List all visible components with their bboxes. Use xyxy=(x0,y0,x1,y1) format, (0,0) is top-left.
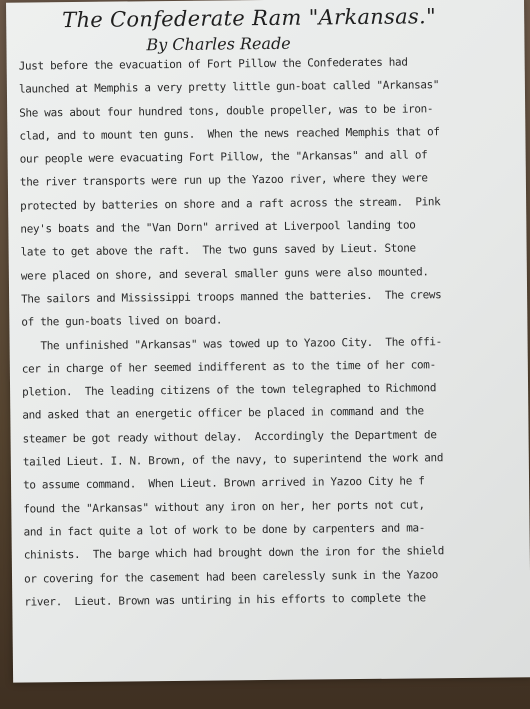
text-line: Just before the evacuation of Fort Pillow the Confederates had xyxy=(18,55,408,73)
text-line: She was about four hundred tons, double propeller, was to be iron- xyxy=(19,101,434,120)
text-line: our people were evacuating Fort Pillow, the "Arkansas" and all of xyxy=(19,148,428,166)
handwritten-author: By Charles Reade xyxy=(146,33,291,55)
text-line: were placed on shore, and several smaller guns were also mounted. xyxy=(20,264,429,283)
text-line: the river transports were run up the Yazoo river, where they were xyxy=(19,171,428,190)
text-line: or covering for the casement had been carelessly sunk in the Yazoo xyxy=(23,567,439,586)
text-line: river. Lieut. Brown was untiring in his efforts to complete the xyxy=(24,591,426,609)
text-line: launched at Memphis a very pretty little gun-boat called "Arkansas" xyxy=(18,78,440,96)
handwritten-title: The Confederate Ram "Arkansas." xyxy=(62,4,437,33)
text-line: and asked that an energetic officer be placed in command and the xyxy=(22,404,424,423)
text-line: tailed Lieut. I. N. Brown, of the navy, to superintend the work and xyxy=(22,451,444,469)
document-page xyxy=(6,0,530,683)
text-line: and in fact quite a lot of work to be done by carpenters and ma- xyxy=(23,521,426,539)
text-line: found the "Arkansas" without any iron on her, her ports not cut, xyxy=(23,497,425,516)
text-line: steamer be got ready without delay. Accordingly the Department de xyxy=(22,427,437,446)
text-line: ney's boats and the "Van Dorn" arrived at Liverpool landing too xyxy=(20,218,416,236)
text-line: pletion. The leading citizens of the town telegraphed to Richmond xyxy=(22,381,437,399)
typed-body-text xyxy=(19,49,525,613)
text-line: of the gun-boats lived on board. xyxy=(21,313,223,329)
text-line: to assume command. When Lieut. Brown arrived in Yazoo City he f xyxy=(23,474,425,492)
text-line: protected by batteries on shore and a raft across the stream. Pink xyxy=(20,194,441,213)
text-line: late to get above the raft. The two guns saved by Lieut. Stone xyxy=(20,241,416,259)
text-line: clad, and to mount ten guns. When the news reached Memphis that of xyxy=(19,125,440,143)
text-line: The unfinished "Arkansas" was towed up to Yazoo City. The offi- xyxy=(21,334,442,353)
text-line: cer in charge of her seemed indifferent as to the time of her com- xyxy=(21,358,436,376)
text-line: chinists. The barge which had brought down the iron for the shield xyxy=(23,544,445,562)
text-line: The sailors and Mississippi troops manned the batteries. The crews xyxy=(21,288,442,306)
